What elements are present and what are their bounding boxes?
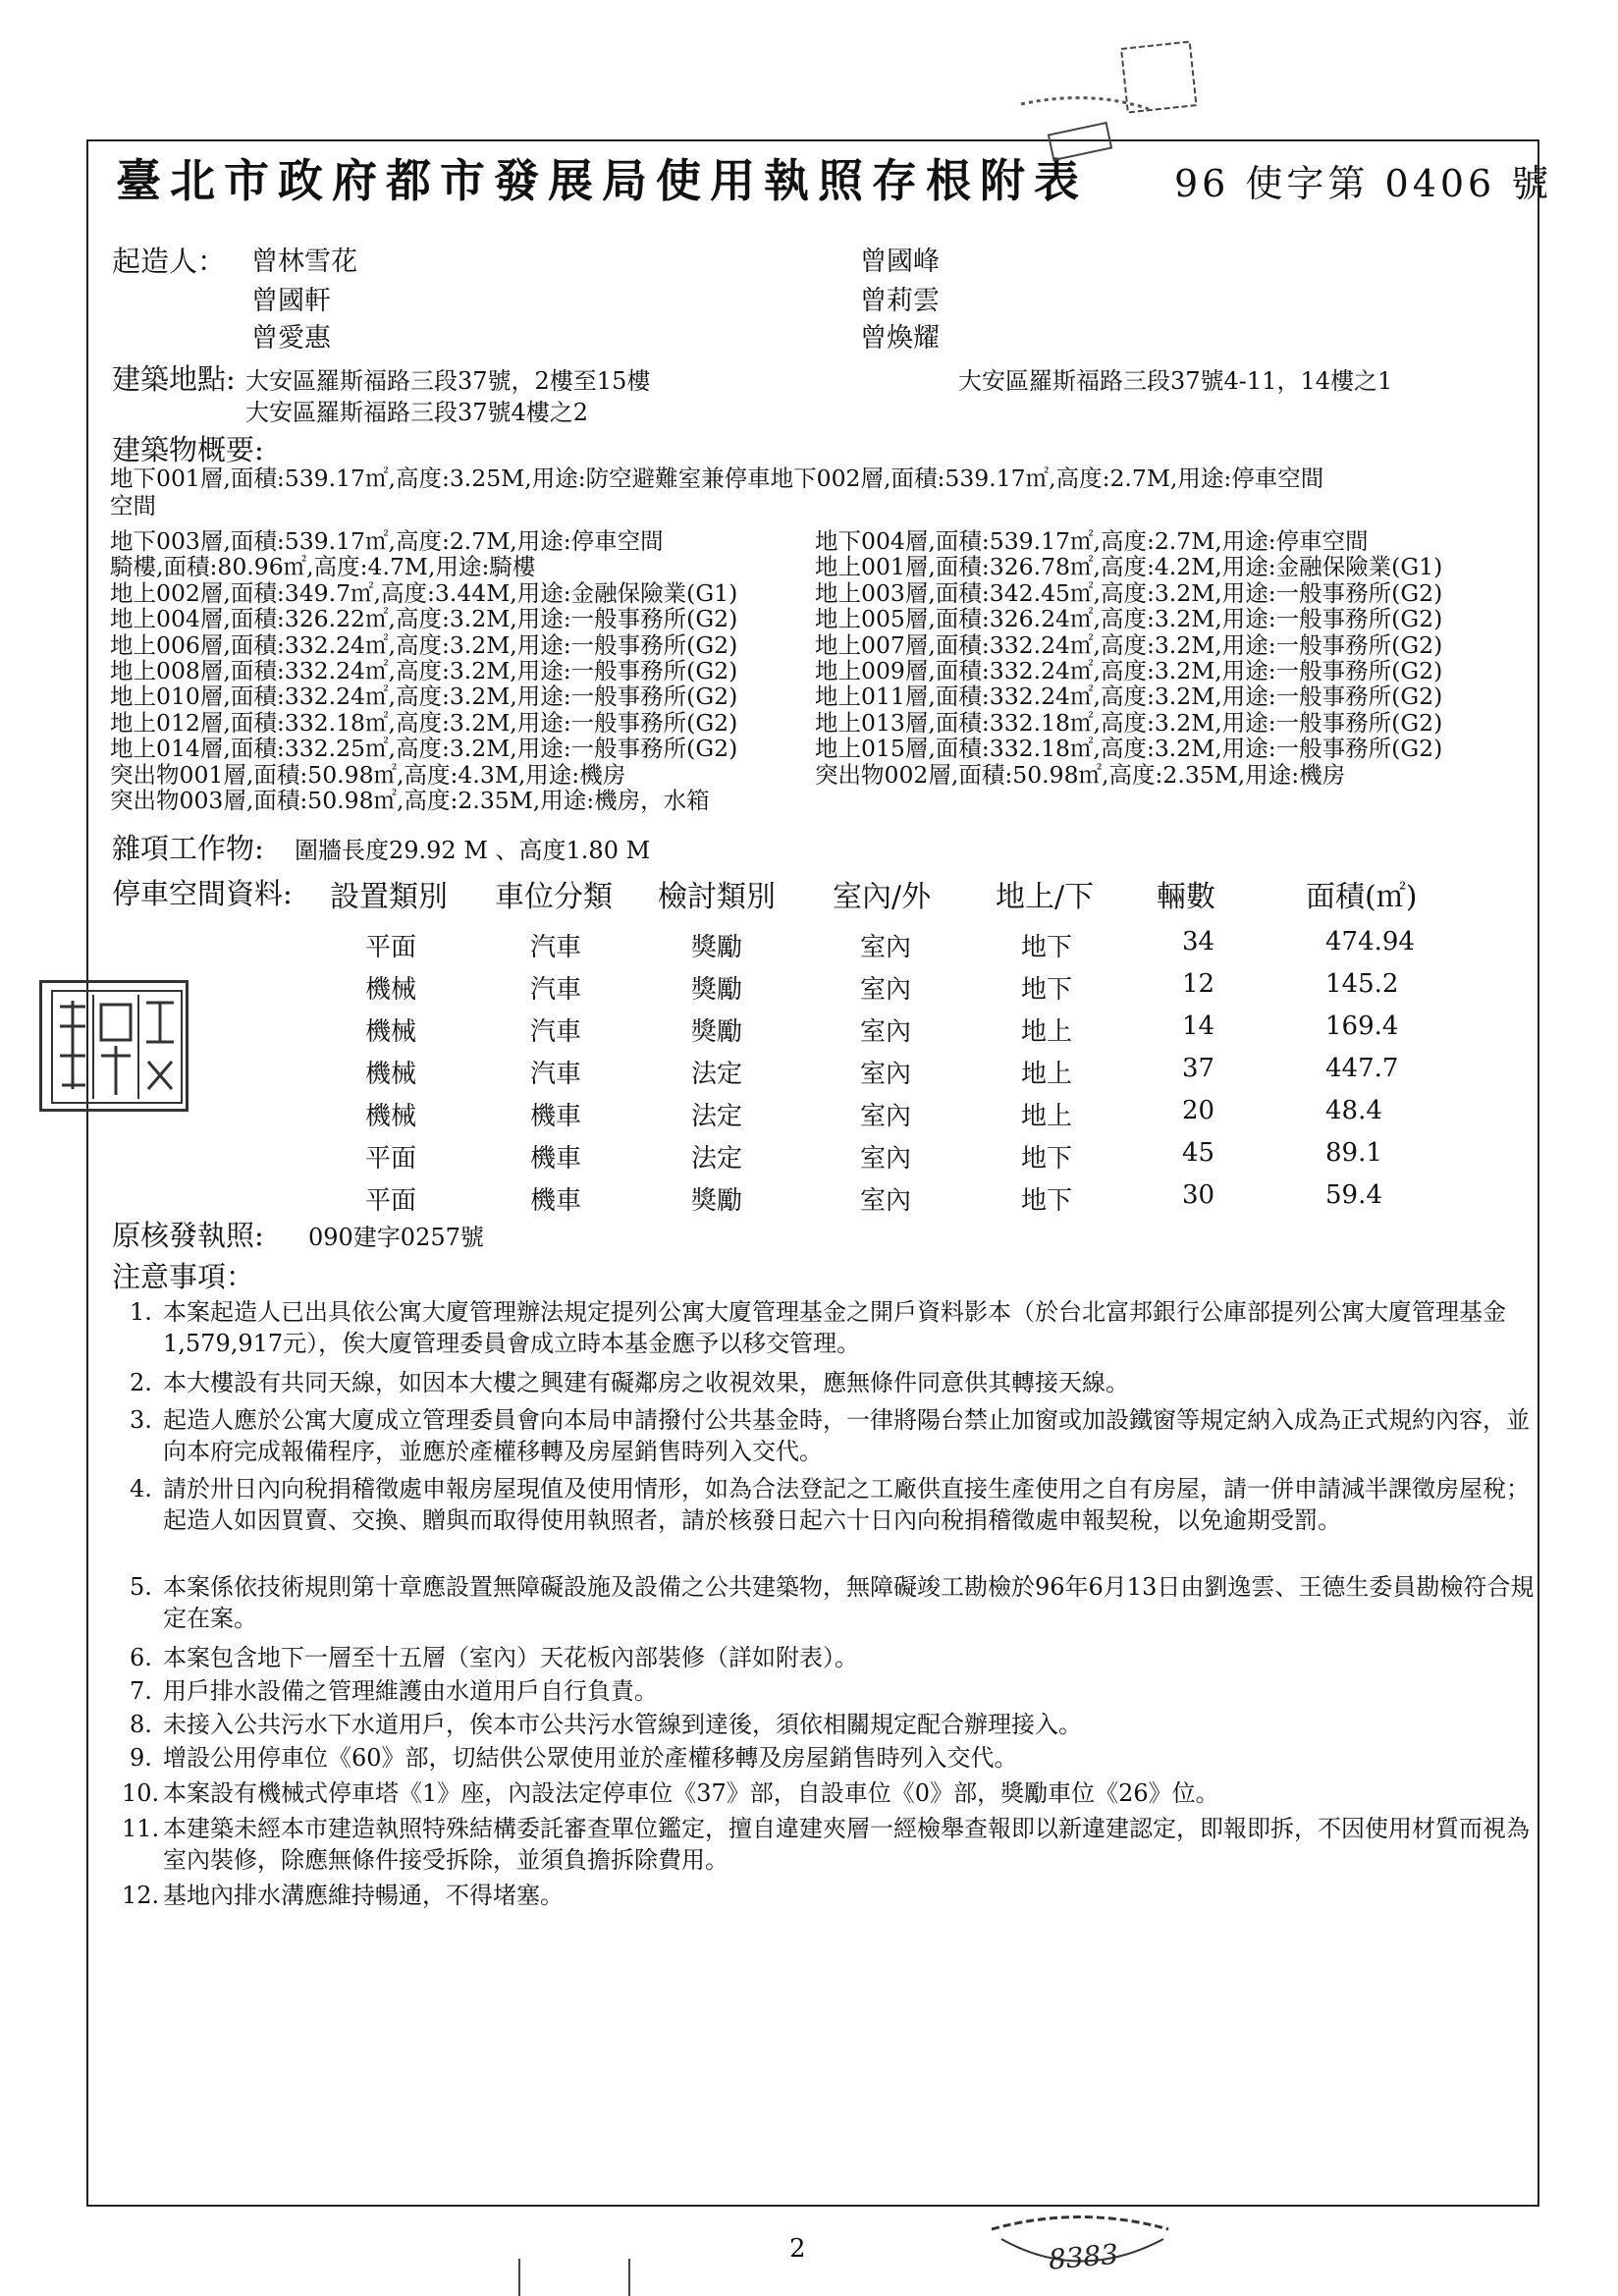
parking-cell: 獎勵 (691, 933, 743, 962)
parking-cell: 48.4 (1325, 1096, 1382, 1125)
note-item (130, 1296, 1543, 1359)
binding-mark (518, 2259, 520, 2296)
parking-cell: 59.4 (1325, 1180, 1382, 1210)
parking-cell: 機車 (530, 1102, 582, 1131)
floor-line: 地下004層,面積:539.17㎡,高度:2.7M,用途:停車空間 (815, 527, 1369, 555)
builder-name: 曾國峰 (860, 246, 940, 277)
floor-line: 地上005層,面積:326.24㎡,高度:3.2M,用途:一般事務所(G2) (815, 605, 1443, 633)
note-text: 未接入公共污水下水道用戶，俟本市公共污水管線到達後，須依相關規定配合辦理接入。 (163, 1711, 1082, 1738)
parking-cell: 地下 (1021, 933, 1073, 962)
floor-line: 突出物001層,面積:50.98㎡,高度:4.3M,用途:機房 (110, 760, 626, 789)
floor-line: 地上001層,面積:326.78㎡,高度:4.2M,用途:金融保險業(G1) (815, 553, 1443, 581)
builder-name: 曾愛惠 (251, 323, 331, 354)
note-text: 請於卅日內向稅捐稽徵處申報房屋現值及使用情形，如為合法登記之工廠供直接生產使用之自有房屋，請一併申請減半課徵房屋稅；起造人如因買賣、交換、贈與而取得使用執照者，請於核發日起六十日內向稅捐稽徵處申報契稅，以免逾期受罰。 (163, 1475, 1530, 1534)
note-item (130, 1367, 1543, 1398)
parking-cell: 169.4 (1325, 1011, 1399, 1041)
stamp-top (1011, 35, 1227, 163)
page-number: 2 (789, 2234, 806, 2264)
note-number: 2. (130, 1369, 152, 1396)
note-item (130, 1404, 1543, 1467)
parking-cell: 室內 (860, 933, 912, 962)
parking-cell: 獎勵 (691, 975, 743, 1005)
builder-name: 曾國軒 (251, 286, 331, 316)
seal-stamp-graphic (48, 987, 186, 1107)
note-text: 起造人應於公寓大廈成立管理委員會向本局申請撥付公共基金時，一律將陽台禁止加窗或加設鐵窗等規定納入成為正式規約內容，並向本府完成報備程序，並應於產權移轉及房屋銷售時列入交代。 (163, 1406, 1530, 1465)
parking-cell: 145.2 (1325, 969, 1399, 999)
parking-cell: 獎勵 (691, 1017, 743, 1047)
parking-cell: 機械 (365, 1102, 417, 1131)
notes-label: 注意事項： (112, 1260, 255, 1293)
floor-line: 地上009層,面積:332.24㎡,高度:3.2M,用途:一般事務所(G2) (815, 657, 1443, 685)
parking-cell: 機械 (365, 1060, 417, 1089)
parking-cell: 室內 (860, 1017, 912, 1047)
floor-line-b1-cont: 空間 (110, 492, 156, 519)
floor-list-left (110, 528, 737, 813)
floor-line: 地上010層,面積:332.24㎡,高度:3.2M,用途:一般事務所(G2) (110, 683, 738, 711)
site-address: 大安區羅斯福路三段37號，2樓至15樓 (245, 367, 651, 395)
note-text: 本案包含地下一層至十五層（室內）天花板內部裝修（詳如附表）。 (163, 1644, 858, 1671)
parking-cell: 法定 (691, 1144, 743, 1174)
parking-cell: 法定 (691, 1060, 743, 1089)
note-item (130, 1709, 1543, 1740)
floor-line-b1: 地下001層,面積:539.17㎡,高度:3.25M,用途:防空避難室兼停車地下002層,面積:539.17㎡,高度:2.7M,用途:停車空間 (110, 465, 1324, 492)
stamp-number: 8383 (1047, 2237, 1120, 2276)
note-text: 本建築未經本市建造執照特殊結構委託審查單位鑑定，擅自違建夾層一經檢舉查報即以新違建認定，即報即拆，不因使用材質而視為室內裝修，除應無條件接受拆除，並須負擔拆除費用。 (163, 1815, 1530, 1874)
parking-cell: 37 (1182, 1054, 1215, 1083)
parking-cell: 汽車 (530, 933, 582, 962)
builder-name: 曾林雪花 (251, 246, 357, 277)
parking-cell: 地上 (1021, 1102, 1073, 1131)
original-permit-value: 090建字0257號 (308, 1224, 484, 1251)
parking-header: 室內/外 (833, 880, 932, 914)
site-label: 建築地點: (112, 362, 236, 396)
floor-line: 突出物002層,面積:50.98㎡,高度:2.35M,用途:機房 (815, 760, 1346, 789)
note-text: 基地內排水溝應維持暢通，不得堵塞。 (163, 1882, 564, 1909)
original-permit-label: 原核發執照: (112, 1219, 264, 1252)
note-number: 3. (130, 1406, 152, 1434)
parking-cell: 汽車 (530, 1017, 582, 1047)
floor-line: 地上006層,面積:332.24㎡,高度:3.2M,用途:一般事務所(G2) (110, 630, 738, 659)
parking-cell: 平面 (365, 1186, 417, 1216)
seal-stamp (39, 980, 189, 1112)
floor-line: 騎樓,面積:80.96㎡,高度:4.7M,用途:騎樓 (110, 553, 536, 581)
parking-cell: 機械 (365, 975, 417, 1005)
note-number: 12. (122, 1882, 160, 1909)
parking-cell: 機車 (530, 1144, 582, 1174)
floor-line: 地上012層,面積:332.18㎡,高度:3.2M,用途:一般事務所(G2) (110, 708, 738, 737)
parking-cell: 30 (1182, 1180, 1215, 1210)
floor-line: 地上013層,面積:332.18㎡,高度:3.2M,用途:一般事務所(G2) (815, 708, 1443, 737)
parking-cell: 法定 (691, 1102, 743, 1131)
note-item (130, 1742, 1543, 1774)
builder-name: 曾莉雲 (860, 286, 940, 316)
parking-cell: 474.94 (1325, 927, 1415, 957)
permit-number: 96 使字第 0406 號 (1174, 162, 1553, 205)
floor-line: 地上015層,面積:332.18㎡,高度:3.2M,用途:一般事務所(G2) (815, 735, 1443, 763)
parking-cell: 汽車 (530, 975, 582, 1005)
builder-label: 起造人： (112, 245, 227, 278)
parking-cell: 447.7 (1325, 1054, 1399, 1083)
floor-list-right (815, 528, 1442, 788)
note-item (130, 1675, 1543, 1707)
parking-header: 面積(㎡) (1306, 880, 1418, 914)
parking-cell: 室內 (860, 1186, 912, 1216)
misc-label: 雜項工作物: (112, 832, 264, 865)
note-text: 本大樓設有共同天線，如因本大樓之興建有礙鄰房之收視效果，應無條件同意供其轉接天線。 (163, 1369, 1129, 1396)
floor-line: 地下003層,面積:539.17㎡,高度:2.7M,用途:停車空間 (110, 527, 664, 555)
note-text: 增設公用停車位《60》部，切結供公眾使用並於產權移轉及房屋銷售時列入交代。 (163, 1744, 1018, 1772)
note-text: 用戶排水設備之管理維護由水道用戶自行負責。 (163, 1677, 658, 1705)
parking-cell: 平面 (365, 933, 417, 962)
parking-cell: 地下 (1021, 1144, 1073, 1174)
note-number: 8. (130, 1711, 152, 1738)
parking-header: 設置類別 (330, 880, 448, 914)
note-number: 5. (130, 1573, 152, 1601)
builder-name: 曾煥耀 (860, 323, 940, 354)
parking-cell: 汽車 (530, 1060, 582, 1089)
note-number: 7. (130, 1677, 152, 1705)
parking-cell: 20 (1182, 1096, 1215, 1125)
note-number: 4. (130, 1475, 152, 1503)
parking-cell: 平面 (365, 1144, 417, 1174)
parking-header: 地上/下 (996, 880, 1095, 914)
parking-cell: 地下 (1021, 975, 1073, 1005)
note-number: 6. (130, 1644, 152, 1671)
note-number: 1. (130, 1298, 152, 1326)
parking-header: 檢討類別 (658, 880, 776, 914)
note-text: 本案設有機械式停車塔《1》座，內設法定停車位《37》部，自設車位《0》部，獎勵車位《26》位。 (163, 1779, 1219, 1807)
site-address-right: 大安區羅斯福路三段37號4-11，14樓之1 (958, 367, 1393, 395)
parking-header: 輛數 (1157, 880, 1215, 914)
parking-cell: 室內 (860, 1060, 912, 1089)
parking-cell: 室內 (860, 1144, 912, 1174)
floor-line: 地上014層,面積:332.25㎡,高度:3.2M,用途:一般事務所(G2) (110, 735, 738, 763)
floor-line: 地上004層,面積:326.22㎡,高度:3.2M,用途:一般事務所(G2) (110, 605, 738, 633)
parking-cell: 地下 (1021, 1186, 1073, 1216)
note-item (130, 1571, 1543, 1634)
parking-cell: 地上 (1021, 1060, 1073, 1089)
note-number: 9. (130, 1744, 152, 1772)
document-title: 臺北市政府都市發展局使用執照存根附表 (116, 154, 1088, 207)
parking-cell: 14 (1182, 1011, 1215, 1041)
parking-cell: 89.1 (1325, 1138, 1382, 1168)
note-text: 本案起造人已出具依公寓大廈管理辦法規定提列公寓大廈管理基金之開戶資料影本（於台北富邦銀行公庫部提列公寓大廈管理基金1,579,917元），俟大廈管理委員會成立時本基金應予以移交管理。 (163, 1298, 1506, 1357)
note-item (122, 1880, 1543, 1911)
note-item (130, 1473, 1543, 1567)
floor-line: 地上008層,面積:332.24㎡,高度:3.2M,用途:一般事務所(G2) (110, 657, 738, 685)
note-text: 本案係依技術規則第十章應設置無障礙設施及設備之公共建築物，無障礙竣工勘檢於96年6月13日由劉逸雲、王德生委員勘檢符合規定在案。 (163, 1573, 1535, 1632)
floor-line: 地上011層,面積:332.24㎡,高度:3.2M,用途:一般事務所(G2) (815, 683, 1443, 711)
parking-cell: 獎勵 (691, 1186, 743, 1216)
parking-cell: 機車 (530, 1186, 582, 1216)
floor-line: 地上003層,面積:342.45㎡,高度:3.2M,用途:一般事務所(G2) (815, 578, 1443, 607)
binding-mark (628, 2259, 630, 2296)
parking-cell: 室內 (860, 975, 912, 1005)
floor-line: 地上007層,面積:332.24㎡,高度:3.2M,用途:一般事務所(G2) (815, 630, 1443, 659)
parking-cell: 室內 (860, 1102, 912, 1131)
parking-cell: 45 (1182, 1138, 1215, 1168)
note-item (122, 1777, 1543, 1809)
parking-header: 車位分類 (495, 880, 613, 914)
floor-line: 突出物003層,面積:50.98㎡,高度:2.35M,用途:機房，水箱 (110, 787, 710, 815)
misc-value: 圍牆長度29.92 M 、高度1.80 M (295, 837, 651, 864)
note-item (130, 1642, 1543, 1673)
parking-cell: 地上 (1021, 1017, 1073, 1047)
note-number: 10. (122, 1779, 160, 1807)
note-item (122, 1813, 1543, 1876)
overview-label: 建築物概要: (112, 433, 264, 466)
parking-cell: 機械 (365, 1017, 417, 1047)
parking-label: 停車空間資料: (112, 877, 293, 910)
parking-cell: 34 (1182, 927, 1215, 957)
note-number: 11. (122, 1815, 160, 1842)
floor-line: 地上002層,面積:349.7㎡,高度:3.44M,用途:金融保險業(G1) (110, 578, 738, 607)
stamp-bottom (982, 2210, 1178, 2288)
parking-cell: 12 (1182, 969, 1215, 999)
site-address-2: 大安區羅斯福路三段37號4樓之2 (245, 399, 589, 426)
